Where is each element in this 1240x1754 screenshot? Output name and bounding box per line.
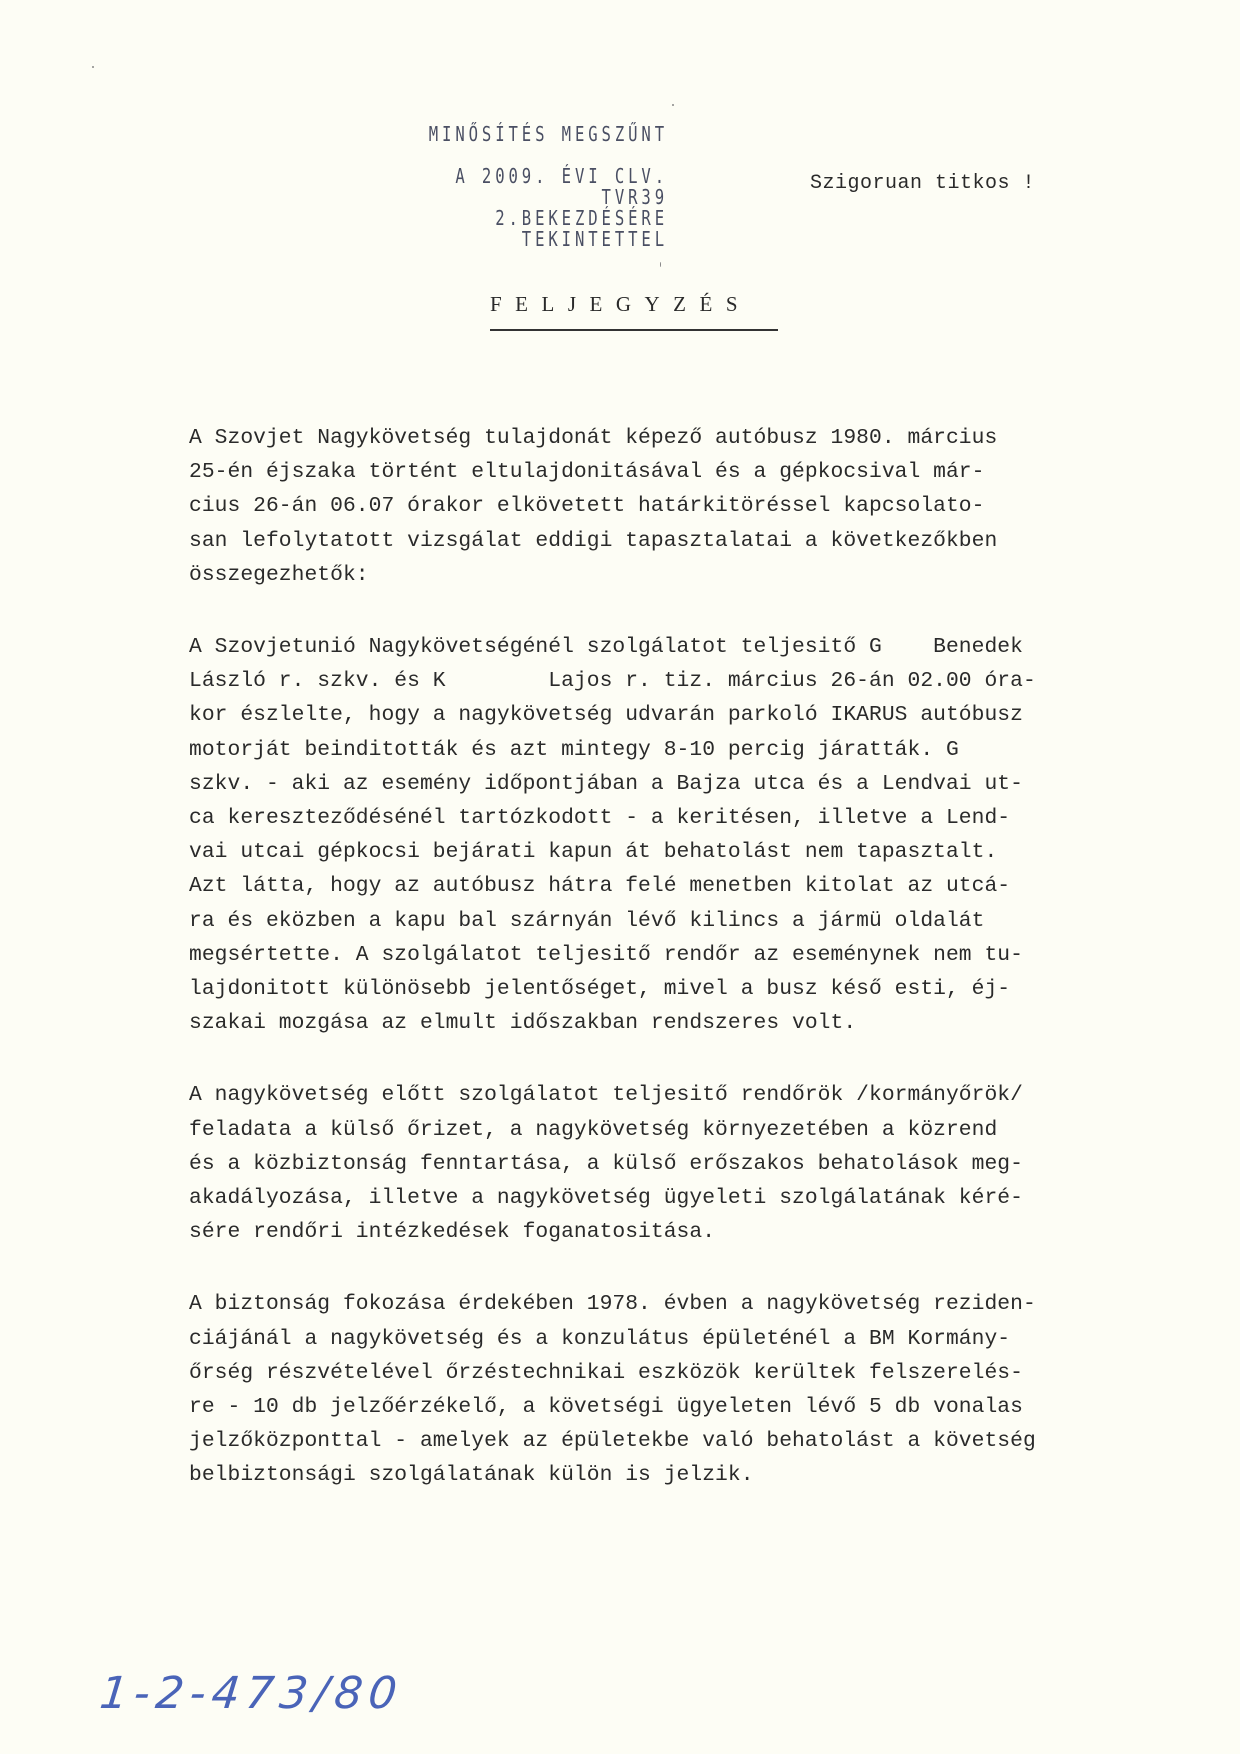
- document-body: [189, 421, 1179, 1531]
- text-line: re - 10 db jelzőérzékelő, a követségi ügyeleten lévő 5 db vonalas: [189, 1395, 1023, 1420]
- text-line: belbiztonsági szolgálatának külön is jelzik.: [189, 1463, 754, 1488]
- text-line: 25-én éjszaka történt eltulajdonitásával és a gépkocsival már-: [189, 460, 985, 485]
- text-line: A Szovjet Nagykövetség tulajdonát képező autóbusz 1980. március: [189, 426, 998, 450]
- text-line: A biztonság fokozása érdekében 1978. évben a nagykövetség reziden-: [189, 1292, 1036, 1317]
- text-line: san lefolytatott vizsgálat eddigi tapasztalatai a következőkben: [189, 528, 998, 553]
- text-line: feladata a külső őrizet, a nagykövetség környezetében a közrend: [189, 1117, 998, 1142]
- text-line: megsértette. A szolgálatot teljesitő rendőr az eseménynek nem tu-: [189, 942, 1023, 967]
- text-line: őrség részvételével őrzéstechnikai eszközök kerültek felszerelés-: [189, 1360, 1023, 1385]
- text-line: szkv. - aki az esemény időpontjában a Bajza utca és a Lendvai ut-: [189, 771, 1023, 796]
- text-line: akadályozása, illetve a nagykövetség ügyeleti szolgálatának kéré-: [189, 1186, 1023, 1211]
- text-line: lajdonitott különösebb jelentőséget, mivel a busz késő esti, éj-: [189, 977, 1011, 1002]
- text-line: Azt látta, hogy az autóbusz hátra felé menetben kitolat az utcá-: [189, 874, 1011, 899]
- stamp-line: TEKINTETTEL: [521, 227, 668, 251]
- paper-speck: [92, 66, 94, 68]
- text-line: László r. szkv. és K Lajos r. tiz. március 26-án 02.00 óra-: [189, 669, 1036, 694]
- document-title: FELJEGYZÉS: [490, 292, 751, 316]
- text-line: és a közbiztonság fenntartása, a külső erőszakos behatolások meg-: [189, 1151, 1023, 1176]
- text-line: cius 26-án 06.07 órakor elkövetett határkitöréssel kapcsolato-: [189, 494, 985, 519]
- text-line: szakai mozgása az elmult időszakban rendszeres volt.: [189, 1011, 857, 1036]
- classification-label: Szigoruan titkos !: [810, 172, 1036, 195]
- text-line: sére rendőri intézkedések foganatositása.: [189, 1220, 716, 1245]
- text-line: ciájánál a nagykövetség és a konzulátus épületénél a BM Kormány-: [189, 1326, 1011, 1351]
- text-line: jelzőközponttal - amelyek az épületekbe való behatolást a követség: [189, 1429, 1036, 1454]
- handwritten-reference-number: 1-2-473/80: [97, 1668, 406, 1719]
- title-underline: [490, 329, 778, 331]
- paragraph: [189, 630, 1179, 1040]
- text-line: A nagykövetség előtt szolgálatot teljesitő rendőrök /kormányőrök/: [189, 1083, 1023, 1108]
- text-line: A Szovjetunió Nagykövetségénél szolgálatot teljesitő G Benedek: [189, 635, 1023, 660]
- paragraph: [189, 421, 1179, 592]
- text-line: vai utcai gépkocsi bejárati kapun át behatolást nem tapasztalt.: [189, 840, 998, 865]
- paragraph: [189, 1078, 1179, 1249]
- text-line: ra és eközben a kapu bal szárnyán lévő kilincs a jármü oldalát: [189, 908, 985, 933]
- declassification-stamp: [428, 124, 668, 250]
- stamp-line: MINŐSÍTÉS MEGSZŰNT: [428, 122, 668, 146]
- paper-speck: [672, 104, 674, 106]
- text-line: kor észlelte, hogy a nagykövetség udvarán parkoló IKARUS autóbusz: [189, 703, 1023, 728]
- paragraph: [189, 1287, 1179, 1492]
- stamp-line: TVR39 2.BEKEZDÉSÉRE: [495, 185, 668, 230]
- stamp-line: A 2009. ÉVI CLV.: [455, 164, 668, 188]
- text-line: ca kereszteződésénél tartózkodott - a keritésen, illetve a Lend-: [189, 806, 1011, 831]
- paper-speck: [660, 262, 661, 267]
- text-line: összegezhetők:: [189, 562, 369, 587]
- text-line: motorját beinditották és azt mintegy 8-10 percig járatták. G: [189, 737, 959, 762]
- document-title-block: [490, 292, 780, 331]
